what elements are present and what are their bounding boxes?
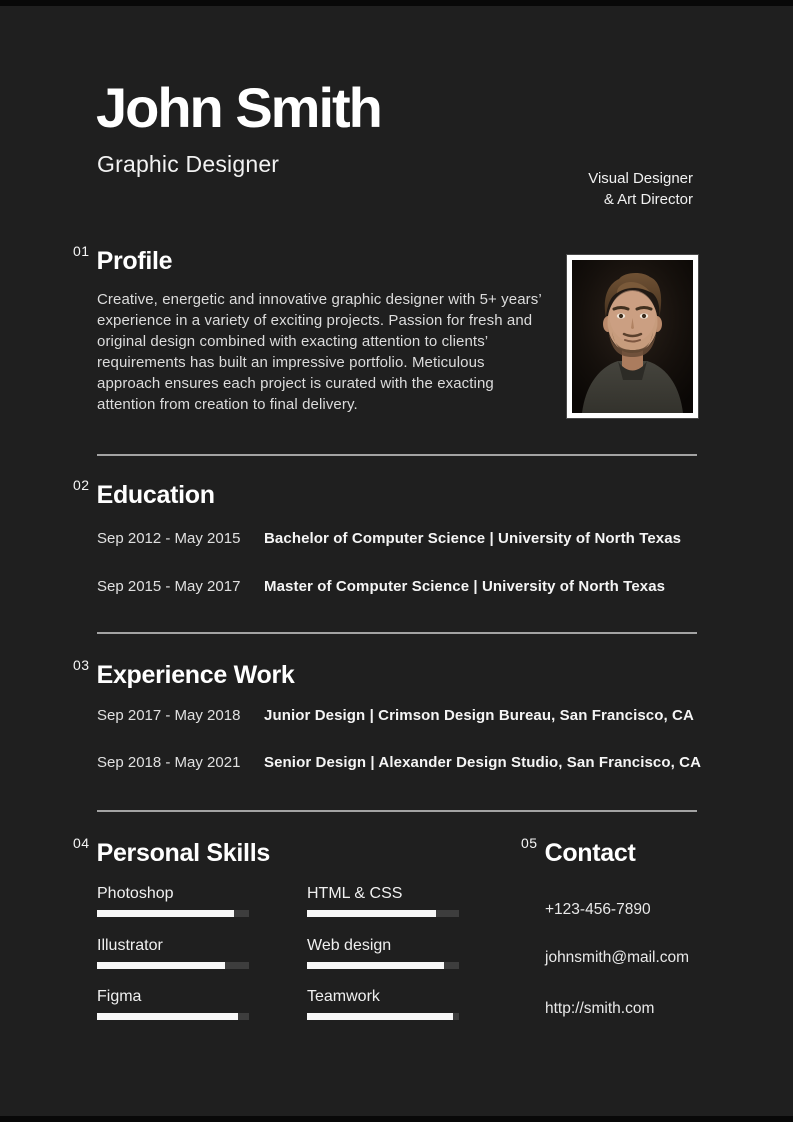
experience-section-number: 03 xyxy=(73,657,90,673)
skill-figma xyxy=(97,988,249,1020)
education-section-number: 02 xyxy=(73,477,90,493)
profile-summary-text: Creative, energetic and innovative graphic designer with 5+ years’ experience in a variety of exciting projects. Passion for fresh and original design combined with exacting attention to clients’ requirements has built an impressive portfolio. Meticulous approach ensures each project is curated with the exacting attention from creation to final delivery. xyxy=(97,291,542,413)
top-edge-bar xyxy=(0,0,793,6)
skill-teamwork xyxy=(307,988,459,1020)
education-section-header xyxy=(73,477,215,510)
skill-bar-track xyxy=(97,910,249,917)
skill-label: Web design xyxy=(307,937,392,954)
skills-section-header xyxy=(73,835,270,868)
skill-bar-track xyxy=(307,910,459,917)
skill-bar-track xyxy=(307,962,459,969)
experience-detail: Junior Design | Crimson Design Bureau, San Francisco, CA xyxy=(264,707,694,724)
bottom-edge-bar xyxy=(0,1116,793,1122)
divider-education xyxy=(97,454,697,456)
tagline xyxy=(588,168,693,210)
skills-section-title: Personal Skills xyxy=(96,839,270,867)
profile-section-title: Profile xyxy=(96,247,173,275)
experience-date: Sep 2018 - May 2021 xyxy=(97,754,241,771)
education-date: Sep 2012 - May 2015 xyxy=(97,530,241,547)
education-row xyxy=(97,529,707,548)
skill-illustrator xyxy=(97,937,249,969)
portrait-photo xyxy=(567,255,698,418)
education-detail: Master of Computer Science | University of North Texas xyxy=(264,578,666,595)
skill-web-design xyxy=(307,937,459,969)
skill-bar-fill xyxy=(97,910,234,917)
skill-bar-fill xyxy=(307,1013,453,1020)
experience-section-header xyxy=(73,657,294,690)
divider-skills-contact xyxy=(97,810,697,812)
skill-bar-fill xyxy=(97,1013,238,1020)
skill-photoshop xyxy=(97,885,249,917)
contact-email: johnsmith@mail.com xyxy=(545,949,690,966)
tagline-line-1: Visual Designer xyxy=(588,170,693,187)
contact-phone: +123-456-7890 xyxy=(545,901,651,918)
skill-label: Illustrator xyxy=(97,937,163,954)
skill-label: Photoshop xyxy=(97,885,174,902)
education-row xyxy=(97,577,707,596)
skill-label: Figma xyxy=(97,988,142,1005)
skill-bar-fill xyxy=(307,962,444,969)
skill-bar-fill xyxy=(97,962,225,969)
contact-section-number: 05 xyxy=(521,835,538,851)
skill-bar-track xyxy=(97,962,249,969)
skill-label: Teamwork xyxy=(307,988,380,1005)
experience-detail: Senior Design | Alexander Design Studio, San Francisco, CA xyxy=(264,754,702,771)
skill-bar-track xyxy=(97,1013,249,1020)
portrait-photo-illustration xyxy=(572,260,693,413)
divider-experience xyxy=(97,632,697,634)
education-date: Sep 2015 - May 2017 xyxy=(97,578,241,595)
skill-bar-track xyxy=(307,1013,459,1020)
skill-html-css xyxy=(307,885,459,917)
contact-section-title: Contact xyxy=(544,839,636,867)
education-detail: Bachelor of Computer Science | University of North Texas xyxy=(264,530,682,547)
skills-section-number: 04 xyxy=(73,835,90,851)
tagline-line-2: & Art Director xyxy=(603,191,693,208)
experience-section-title: Experience Work xyxy=(96,661,295,689)
experience-date: Sep 2017 - May 2018 xyxy=(97,707,241,724)
profile-section-number: 01 xyxy=(73,243,90,259)
contact-section-header xyxy=(521,835,636,868)
experience-row xyxy=(97,753,707,772)
job-title: Graphic Designer xyxy=(97,151,280,177)
skill-bar-fill xyxy=(307,910,436,917)
person-name: John Smith xyxy=(96,76,381,139)
experience-row xyxy=(97,706,707,725)
skill-label: HTML & CSS xyxy=(307,885,403,902)
contact-website: http://smith.com xyxy=(545,1000,655,1017)
education-section-title: Education xyxy=(96,481,215,509)
profile-section-header xyxy=(73,243,172,276)
